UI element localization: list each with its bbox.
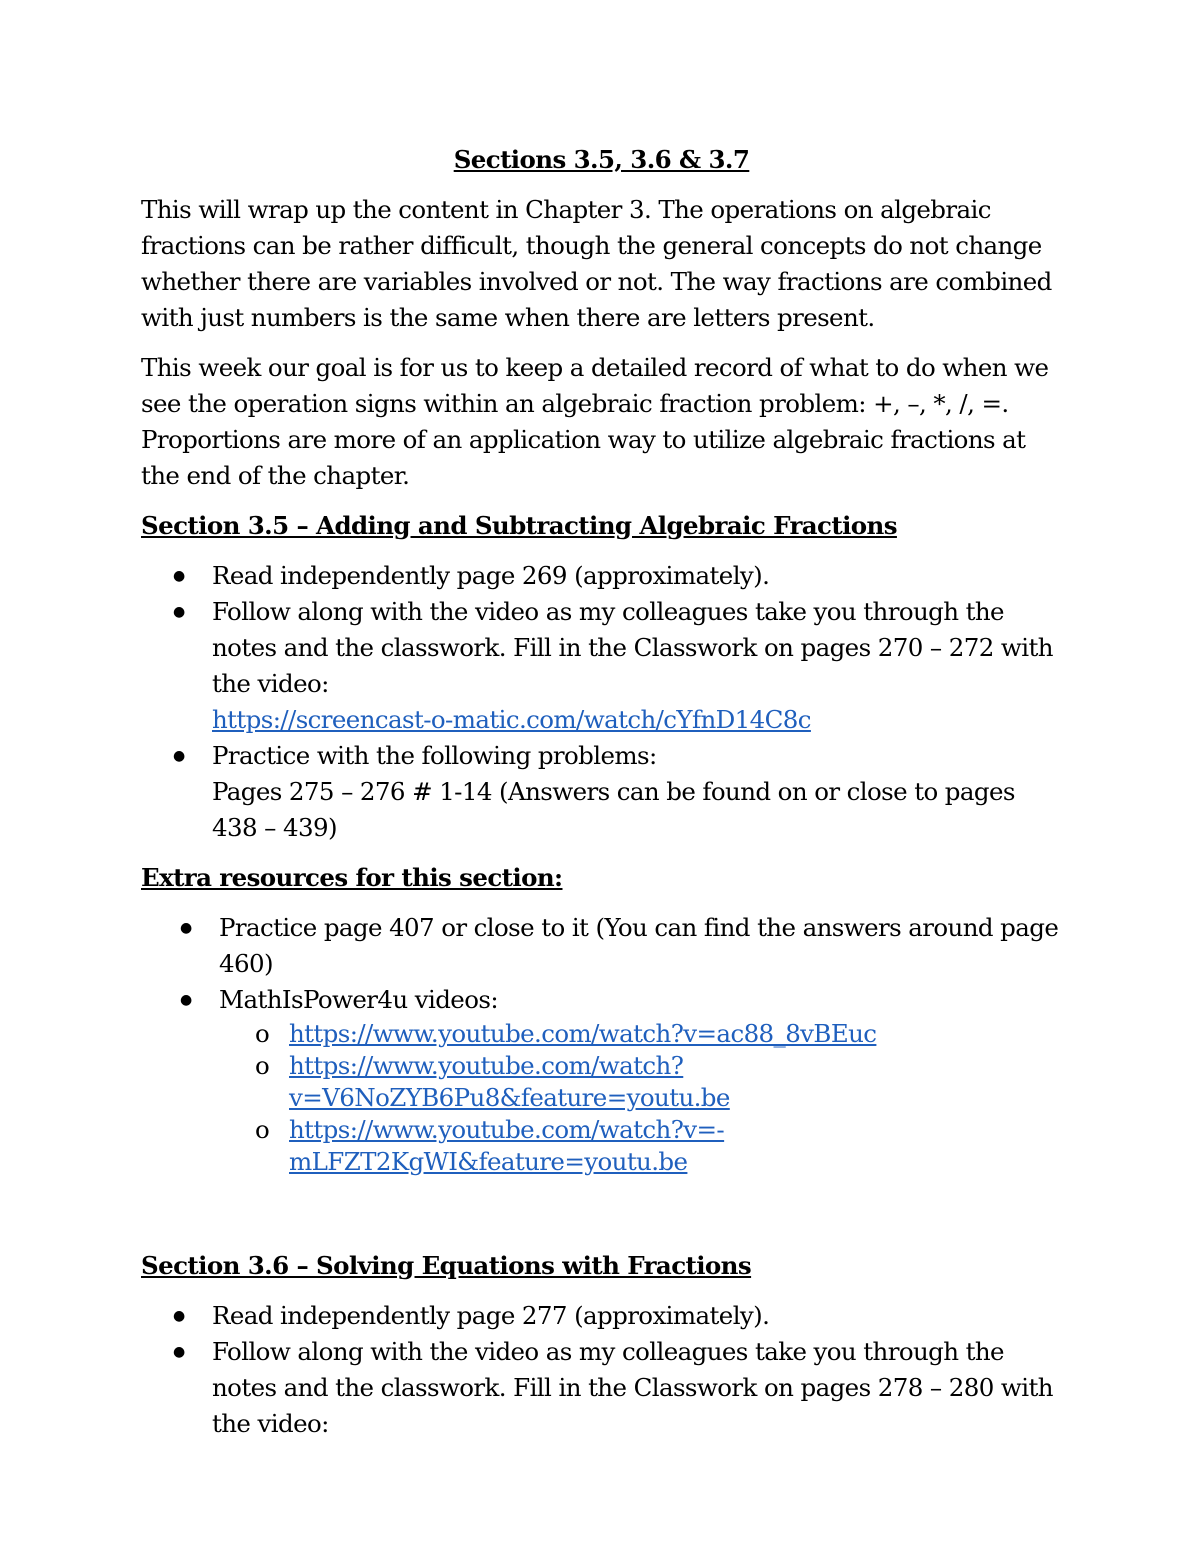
section-3-6-heading: Section 3.6 – Solving Equations with Fractions [141,1251,752,1280]
screencast-video-link[interactable]: https://screencast-o-matic.com/watch/cYfnD14C8c [212,705,811,734]
list-item [141,594,1062,738]
section-3-5-list [141,558,1062,846]
follow-text: Follow along with the video as my colleagues take you through the notes and the classwork. Fill in the Classwork on pages 270 – 272 with the video: [212,597,1053,698]
list-item [141,738,1062,846]
youtube-link-1[interactable]: https://www.youtube.com/watch?v=ac88_8vBEuc [289,1019,877,1048]
practice-detail: Pages 275 – 276 # 1-14 (Answers can be found on or close to pages 438 – 439) [212,777,1015,842]
video-links-list [219,1018,1062,1178]
list-item [141,910,1062,982]
sub-list-item [219,1018,1062,1050]
list-item [141,558,1062,594]
page-title: Sections 3.5, 3.6 & 3.7 [453,145,750,174]
spacer [141,1192,1062,1248]
youtube-link-3[interactable]: https://www.youtube.com/watch?v=-mLFZT2KgWI&feature=youtu.be [289,1115,725,1176]
read-text: Read independently page 277 (approximately). [212,1301,770,1330]
sub-list-item [219,1050,1062,1114]
list-item [141,1298,1062,1334]
extra-resources-heading: Extra resources for this section: [141,863,563,892]
intro-paragraph-2: This week our goal is for us to keep a detailed record of what to do when we see the operation signs within an algebraic fraction problem: +, –, *, /, =. Proportions are more of an application way to utilize algebraic fractions at the end of the chapter. [141,353,1049,490]
extra-resources-list [141,910,1062,1178]
extra-practice-text: Practice page 407 or close to it (You can find the answers around page 460) [219,913,1059,978]
section-3-6-list [141,1298,1062,1442]
read-text: Read independently page 269 (approximately). [212,561,770,590]
follow-text: Follow along with the video as my colleagues take you through the notes and the classwork. Fill in the Classwork on pages 278 – 280 with the video: [212,1337,1053,1438]
section-3-5-heading: Section 3.5 – Adding and Subtracting Algebraic Fractions [141,511,897,540]
list-item [141,1334,1062,1442]
list-item [141,982,1062,1178]
practice-label: Practice with the following problems: [212,741,657,770]
sub-list-item [219,1114,1062,1178]
youtube-link-2[interactable]: https://www.youtube.com/watch?v=V6NoZYB6Pu8&feature=youtu.be [289,1051,730,1112]
intro-paragraph-1: This will wrap up the content in Chapter 3. The operations on algebraic fractions can be rather difficult, though the general concepts do not change whether there are variables involved or not. The way fractions are combined with just numbers is the same when there are letters present. [141,195,1052,332]
videos-label: MathIsPower4u videos: [219,985,498,1014]
